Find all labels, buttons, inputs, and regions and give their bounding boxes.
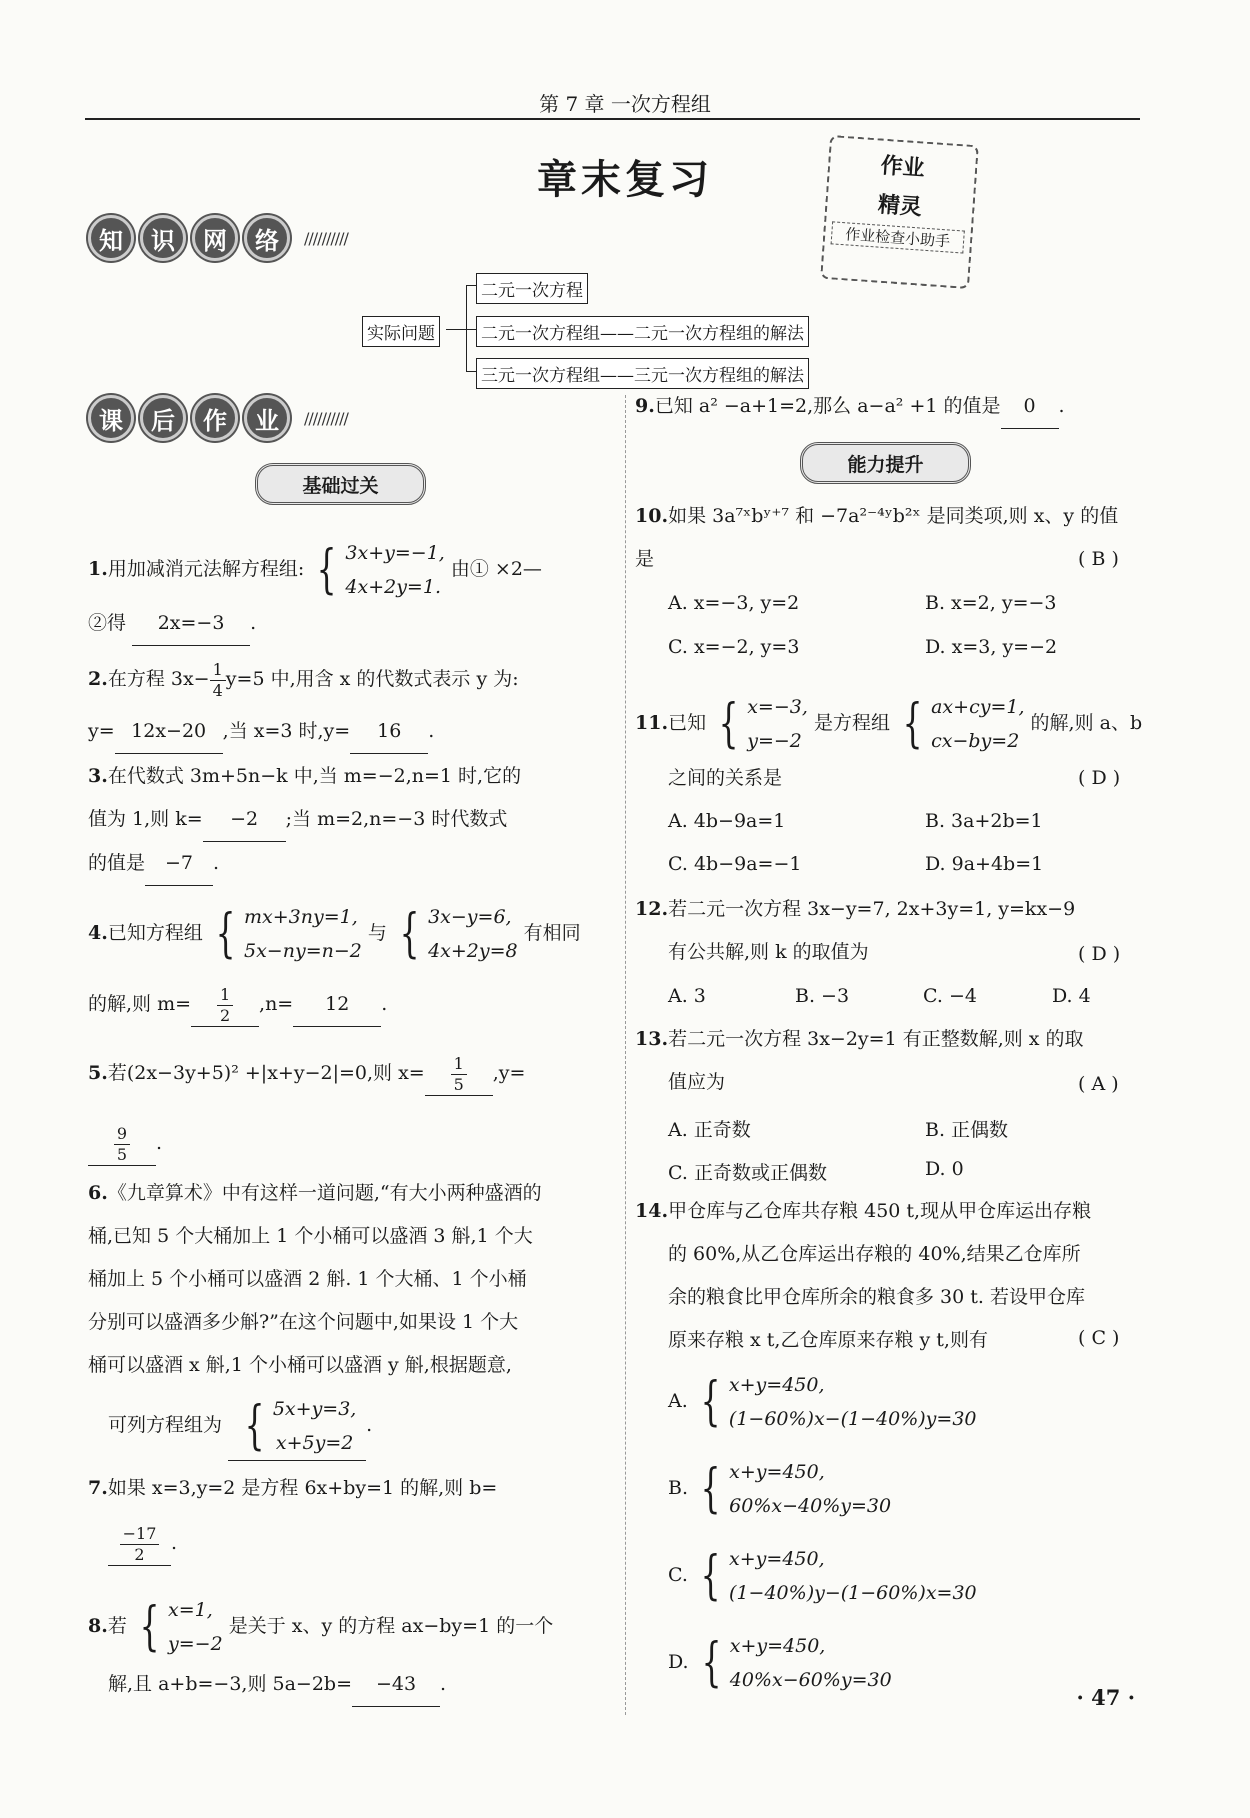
option-b: B. −3: [795, 985, 850, 1007]
answer-blank: 12x−20: [115, 710, 223, 754]
answer-choice: ( A ): [1078, 1073, 1119, 1095]
question-8: 8.若 { x=1, y=−2 是关于 x、y 的方程 ax−by=1 的一个: [88, 1597, 554, 1657]
option-c: C. x=−2, y=3: [668, 636, 800, 658]
question-5: 5.若(2x−3y+5)² +|x+y−2|=0,则 x= $\frac{1}{5}$ ,y=: [88, 1052, 618, 1096]
option-a: A. { x+y=450, (1−60%)x−(1−40%)y=30: [668, 1372, 977, 1432]
section-char: 课: [88, 395, 134, 441]
answer-blank: 0: [1001, 385, 1059, 429]
answer-choice: ( D ): [1078, 767, 1121, 789]
connector: [466, 371, 476, 372]
section-knowledge-network: [88, 215, 348, 261]
header-rule: [85, 118, 1140, 120]
column-divider: [625, 395, 626, 1715]
option-d: D. { x+y=450, 40%x−60%y=30: [668, 1633, 892, 1693]
option-c: C. { x+y=450, (1−40%)y−(1−60%)x=30: [668, 1546, 977, 1606]
option-d: D. 0: [925, 1158, 964, 1180]
option-b: B. 正偶数: [925, 1119, 1009, 1141]
question-2-cont: y= 12x−20 ,当 x=3 时,y= 16 .: [88, 710, 434, 754]
option-a: A. 正奇数: [668, 1119, 751, 1141]
question-8-cont: 解,且 a+b=−3,则 5a−2b= −43 .: [108, 1663, 446, 1707]
question-11: 11.已知 { x=−3, y=−2 是方程组 { ax+cy=1, cx−by=2 的解,则 a、b: [635, 694, 1143, 754]
question-4: 4.已知方程组 { mx+3ny=1, 5x−ny=n−2 与 { 3x−y=6, 4x+2y=8 有相同: [88, 904, 581, 964]
hatch-decoration: //////////: [304, 408, 348, 428]
answer-choice: ( B ): [1078, 548, 1119, 570]
question-13: 13.若二元一次方程 3x−2y=1 有正整数解,则 x 的取 值应为: [635, 1028, 1084, 1093]
option-a: A. 3: [668, 985, 706, 1007]
option-b: B. x=2, y=−3: [925, 592, 1057, 614]
option-d: D. x=3, y=−2: [925, 636, 1058, 658]
option-d: D. 9a+4b=1: [925, 853, 1044, 875]
stamp-line1: 作业: [879, 152, 926, 182]
question-12: 12.若二元一次方程 3x−y=7, 2x+3y=1, y=kx−9 有公共解,则 k 的取值为: [635, 898, 1076, 963]
option-b: B. { x+y=450, 60%x−40%y=30: [668, 1459, 892, 1519]
answer-blank: 2x=−3: [132, 602, 250, 646]
tab-basic: 基础过关: [255, 463, 426, 505]
answer-blank: −7: [145, 842, 213, 886]
network-root: 实际问题: [362, 316, 440, 347]
section-char: 识: [140, 215, 186, 261]
section-char: 知: [88, 215, 134, 261]
question-7: 7.如果 x=3,y=2 是方程 6x+by=1 的解,则 b=: [88, 1477, 498, 1499]
connector: [466, 285, 467, 371]
network-branch-3: 三元一次方程组——三元一次方程组的解法: [476, 358, 809, 389]
hatch-decoration: //////////: [304, 228, 348, 248]
section-char: 网: [192, 215, 238, 261]
section-char: 作: [192, 395, 238, 441]
question-5-cont: $\frac{9}{5}$ .: [88, 1122, 162, 1166]
question-1: 1.用加减消元法解方程组: { 3x+y=−1, 4x+2y=1. 由① ×2—: [88, 540, 542, 600]
question-6: 6.《九章算术》中有这样一道问题,“有大小两种盛酒的 桶,已知 5 个大桶加上 1 个小桶可以盛酒 3 斛,1 个大 桶加上 5 个小桶可以盛酒 2 斛. 1 个大桶、1 个小桶 分别可以盛酒多少斛?”在这个问题中,如果设 1 个大 桶可以盛酒 x 斛,1 个小桶可以盛酒 y 斛,根据题意,: [88, 1182, 542, 1376]
chapter-header: 第 7 章 一次方程组: [539, 92, 711, 116]
question-6-cont: 可列方程组为 { 5x+y=3, x+5y=2 .: [108, 1392, 372, 1461]
question-4-cont: 的解,则 m= $\frac{1}{2}$ ,n= 12 .: [88, 983, 387, 1027]
tab-ability: 能力提升: [800, 442, 971, 484]
connector: [446, 329, 466, 330]
option-c: C. 正奇数或正偶数: [668, 1162, 827, 1184]
section-homework: [88, 395, 348, 441]
answer-choice: ( C ): [1078, 1327, 1120, 1349]
question-2: 2.在方程 3x− $\frac{1}{4}$ y=5 中,用含 x 的代数式表示 y 为:: [88, 659, 519, 700]
question-11-cont: 之间的关系是: [668, 767, 783, 789]
option-d: D. 4: [1052, 985, 1091, 1007]
network-branch-1: 二元一次方程: [476, 273, 588, 304]
question-3: 3.在代数式 3m+5n−k 中,当 m=−2,n=1 时,它的 值为 1,则 k= −2 ;当 m=2,n=−3 时代数式 的值是 −7 .: [88, 755, 608, 886]
connector: [466, 329, 476, 330]
answer-blank: −2: [203, 798, 286, 842]
answer-blank: 12: [293, 983, 381, 1027]
page-number: · 47 ·: [1076, 1685, 1135, 1710]
answer-choice: ( D ): [1078, 943, 1121, 965]
section-char: 络: [244, 215, 290, 261]
option-c: C. −4: [923, 985, 977, 1007]
page-title: 章末复习: [537, 156, 713, 203]
stamp-line3: 作业检查小助手: [831, 221, 965, 253]
answer-blank: −43: [352, 1663, 440, 1707]
option-c: C. 4b−9a=−1: [668, 853, 802, 875]
answer-blank: 16: [350, 710, 428, 754]
stamp-line2: 精灵: [877, 191, 923, 221]
question-1-cont: ②得 2x=−3 .: [88, 602, 256, 646]
question-9: 9.已知 a² −a+1=2,那么 a−a² +1 的值是 0 .: [635, 385, 1135, 429]
question-10: 10.如果 3a⁷ˣbʸ⁺⁷ 和 −7a²⁻⁴ʸb²ˣ 是同类项,则 x、y 的值 是: [635, 505, 1119, 570]
network-branch-2: 二元一次方程组——二元一次方程组的解法: [476, 316, 809, 347]
question-7-cont: $\frac{-17}{2}$ .: [108, 1522, 177, 1566]
section-char: 业: [244, 395, 290, 441]
connector: [466, 285, 476, 286]
homework-stamp: [820, 135, 979, 289]
option-a: A. 4b−9a=1: [668, 810, 786, 832]
option-a: A. x=−3, y=2: [668, 592, 800, 614]
question-14: 14.甲仓库与乙仓库共存粮 450 t,现从甲仓库运出存粮 的 60%,从乙仓库运出存粮的 40%,结果乙仓库所 余的粮食比甲仓库所余的粮食多 30 t. 若设甲仓库 原来存粮 x t,乙仓库原来存粮 y t,则有: [635, 1200, 1092, 1351]
section-char: 后: [140, 395, 186, 441]
option-b: B. 3a+2b=1: [925, 810, 1043, 832]
